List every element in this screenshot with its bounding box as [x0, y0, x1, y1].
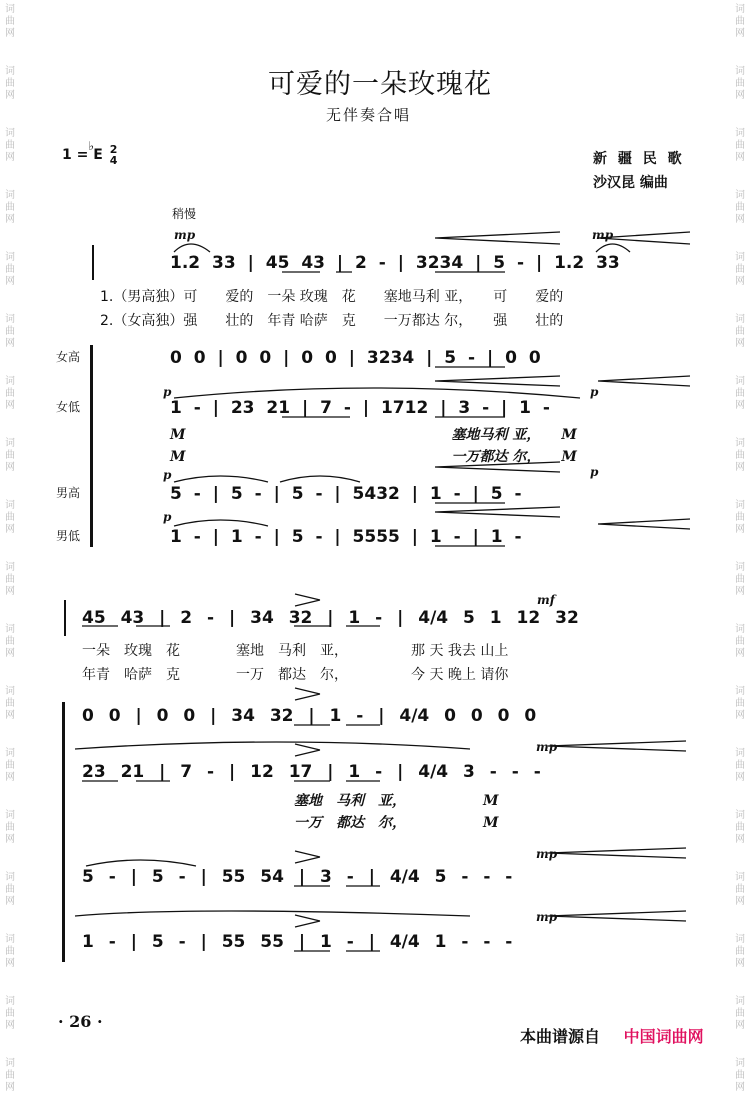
- hairpin: [548, 911, 686, 921]
- watermark-text: 词 曲 网: [735, 4, 745, 39]
- crescendo: [295, 594, 320, 606]
- flat-sign: ♭: [88, 139, 95, 153]
- watermark-text: 词 曲 网: [5, 872, 15, 907]
- watermark-text: 词 曲 网: [5, 810, 15, 845]
- source-label: 本曲谱源自: [520, 1027, 601, 1046]
- slur: [75, 911, 470, 916]
- watermark-text: 词 曲 网: [735, 748, 745, 783]
- page-number: · 26 ·: [58, 1012, 103, 1031]
- part-label-male-high: 男高: [56, 486, 81, 500]
- watermark-text: 词 曲 网: [5, 438, 15, 473]
- watermark-text: 词 曲 网: [735, 562, 745, 597]
- tenor-line: 5 - | 5 - | 55 54 | 3 - | 4/4 5 - - -: [82, 867, 513, 887]
- bass-line: 1 - | 1 - | 5 - | 5555 | 1 - | 1 -: [170, 527, 522, 547]
- time-sig-bottom: 4: [109, 154, 118, 167]
- hairpin: [598, 232, 690, 244]
- verse-1-lyrics: 一朵 玫瑰 花 塞地 马利 亚， 那 天 我去 山上: [82, 643, 509, 659]
- watermark-text: 词 曲 网: [735, 314, 745, 349]
- alto-lyrics-1: M 塞地马利 亚， M: [170, 427, 577, 443]
- slur: [174, 388, 580, 398]
- source-brand-link[interactable]: 中国词曲网: [623, 1027, 704, 1046]
- song-subtitle: 无伴奏合唱: [326, 106, 412, 124]
- watermark-text: 词 曲 网: [5, 500, 15, 535]
- crescendo: [295, 744, 320, 756]
- watermark-text: 词 曲 网: [5, 128, 15, 163]
- arranger-credit: 沙汉昆 编曲: [593, 175, 668, 191]
- dynamic-mp: mp: [174, 228, 196, 242]
- soprano-line: 0 0 | 0 0 | 34 32 | 1 - | 4/4 0 0 0 0: [82, 706, 537, 726]
- hairpin: [598, 519, 690, 529]
- part-label-female-high: 女高: [56, 350, 81, 364]
- watermark-text: 词 曲 网: [735, 438, 745, 473]
- watermark-text: 词 曲 网: [5, 190, 15, 225]
- verse-2-lyrics: 年青 哈萨 克 一万 都达 尔， 今 天 晚上 请你: [82, 667, 509, 683]
- part-label-male-low: 男低: [56, 529, 81, 543]
- watermark-text: 词 曲 网: [5, 686, 15, 721]
- key-prefix: 1 =: [62, 147, 89, 163]
- watermark-text: 词 曲 网: [5, 624, 15, 659]
- alto-line: 1 - | 23 21 | 7 - | 1712 | 3 - | 1 -: [170, 398, 550, 418]
- soprano-line: 0 0 | 0 0 | 0 0 | 3234 | 5 - | 0 0: [170, 348, 541, 368]
- watermark-text: 词 曲 网: [5, 66, 15, 101]
- solo-melody-line: 1.2 33 | 45 43 | 2 - | 3234 | 5 - | 1.2 33: [170, 253, 620, 273]
- watermark-text: 词 曲 网: [735, 872, 745, 907]
- watermark-text: 词 曲 网: [735, 252, 745, 287]
- watermark-text: 词 曲 网: [5, 1058, 15, 1093]
- hairpin: [548, 848, 686, 858]
- hairpin: [598, 376, 690, 386]
- watermark-text: 词 曲 网: [5, 314, 15, 349]
- song-title: 可爱的一朵玫瑰花: [268, 69, 492, 100]
- watermark-text: 词 曲 网: [5, 996, 15, 1031]
- dynamic-mf: mf: [537, 593, 555, 607]
- watermark-text: 词 曲 网: [735, 996, 745, 1031]
- song-origin: 新 疆 民 歌: [593, 151, 685, 167]
- hairpin-line: [75, 742, 470, 749]
- slur: [280, 476, 360, 482]
- crescendo: [295, 851, 320, 863]
- hairpin: [548, 741, 686, 751]
- watermark-text: 词 曲 网: [735, 1058, 745, 1093]
- slur: [174, 244, 210, 252]
- part-label-female-low: 女低: [56, 400, 81, 414]
- slur: [174, 520, 268, 526]
- watermark-text: 词 曲 网: [735, 500, 745, 535]
- dynamic-mp: mp: [592, 228, 614, 242]
- source-credit: [520, 1024, 704, 1047]
- watermark-text: 词 曲 网: [5, 252, 15, 287]
- watermark-text: 词 曲 网: [5, 562, 15, 597]
- dynamic-p: p: [163, 510, 172, 524]
- tempo-marking: 稍慢: [172, 207, 197, 221]
- crescendo: [295, 688, 320, 700]
- alto-lyrics-1: 塞地 马利 亚， M: [294, 793, 499, 809]
- watermark-text: 词 曲 网: [735, 686, 745, 721]
- watermark-text: 词 曲 网: [5, 748, 15, 783]
- watermark-text: 词 曲 网: [5, 4, 15, 39]
- hairpin: [435, 376, 560, 386]
- watermark-text: 词 曲 网: [735, 128, 745, 163]
- hairpin: [435, 462, 560, 472]
- dynamic-p: p: [163, 468, 172, 482]
- hairpin: [435, 232, 560, 244]
- dynamic-mp: mp: [536, 847, 558, 861]
- watermark-text: 词 曲 网: [5, 376, 15, 411]
- slur: [86, 860, 196, 866]
- bass-line: 1 - | 5 - | 55 55 | 1 - | 4/4 1 - - -: [82, 932, 513, 952]
- watermark-text: 词 曲 网: [735, 190, 745, 225]
- verse-2-lyrics: 2.（女高独）强 壮的 年青 哈萨 克 一万都达 尔， 强 壮的: [100, 313, 564, 329]
- dynamic-mp: mp: [536, 740, 558, 754]
- watermark-text: 词 曲 网: [735, 66, 745, 101]
- verse-1-lyrics: 1.（男高独）可 爱的 一朵 玫瑰 花 塞地马利 亚， 可 爱的: [100, 289, 564, 305]
- watermark-text: 词 曲 网: [735, 934, 745, 969]
- alto-line: 23 21 | 7 - | 12 17 | 1 - | 4/4 3 - - -: [82, 762, 541, 782]
- slur: [596, 244, 630, 252]
- watermark-text: 词 曲 网: [5, 934, 15, 969]
- solo-melody-line: 45 43 | 2 - | 34 32 | 1 - | 4/4 5 1 12 32: [82, 608, 579, 628]
- hairpin: [435, 507, 560, 517]
- watermark-text: 词 曲 网: [735, 810, 745, 845]
- alto-lyrics-2: M 一万都达 尔， M: [170, 449, 577, 465]
- dynamic-mp: mp: [536, 910, 558, 924]
- key-note: E: [93, 147, 103, 163]
- time-sig-top: 2: [109, 143, 118, 156]
- alto-lyrics-2: 一万 都达 尔， M: [294, 815, 499, 831]
- watermark-text: 词 曲 网: [735, 624, 745, 659]
- dynamic-p: p: [590, 385, 599, 399]
- watermark-text: 词 曲 网: [735, 376, 745, 411]
- dynamic-p: p: [590, 465, 599, 479]
- dynamic-p: p: [163, 385, 172, 399]
- tenor-line: 5 - | 5 - | 5 - | 5432 | 1 - | 5 -: [170, 484, 522, 504]
- slur: [174, 476, 268, 482]
- crescendo: [295, 915, 320, 927]
